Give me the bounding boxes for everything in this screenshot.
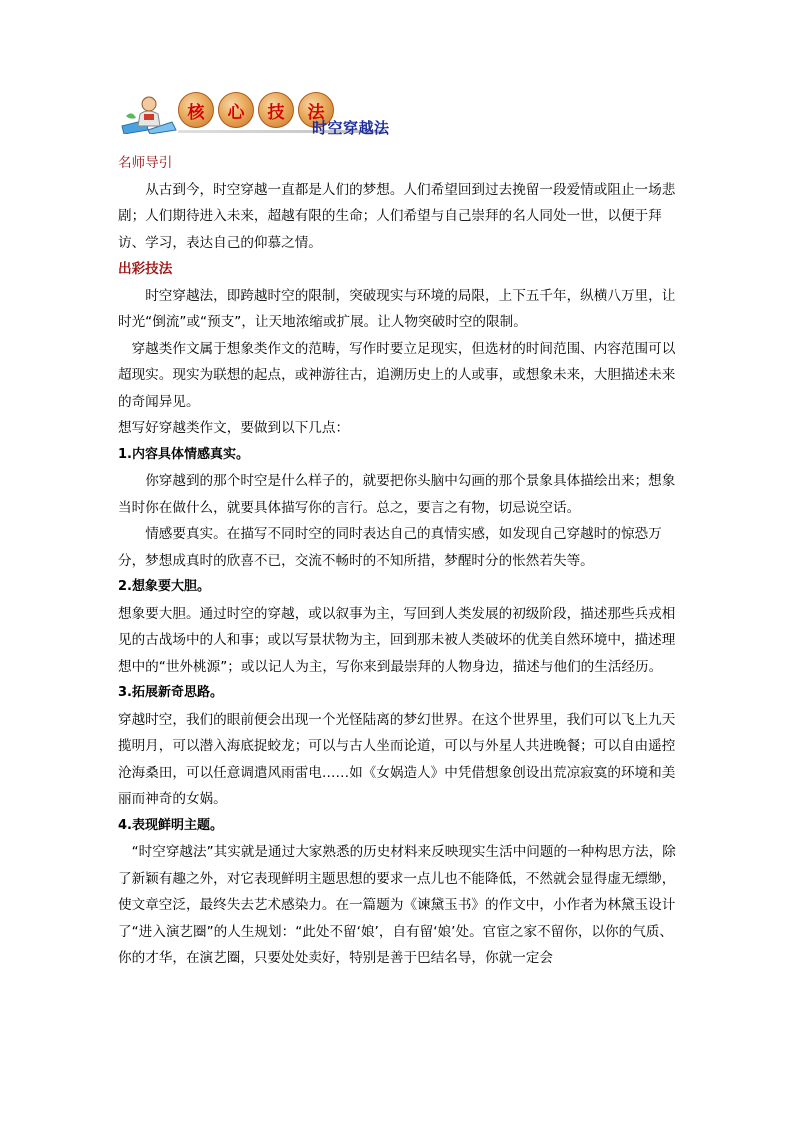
heading-1: 1.内容具体情感真实。 bbox=[118, 446, 249, 462]
technique-label: 出彩技法 bbox=[118, 261, 173, 277]
technique-paragraph-2: 穿越类作文属于想象类作文的范畴，写作时要立足现实，但选材的时间范围、内容范围可以超现实。现实为联想的起点，或神游往古，追溯历史上的人或事，或想象未来，大胆描述未来的奇闻异见。 bbox=[118, 340, 676, 410]
heading-1-paragraph-2: 情感要真实。在描写不同时空的同时表达自己的真情实感，如发现自己穿越时的惊恐万分，梦想成真时的欣喜不已，交流不畅时的不知所措，梦醒时分的怅然若失等。 bbox=[118, 526, 662, 569]
heading-3: 3.拓展新奇思路。 bbox=[118, 685, 223, 700]
heading-2-paragraph: 想象要大胆。通过时空的穿越，或以叙事为主，写回到人类发展的初级阶段，描述那些兵戎相见的古战场中的人和事；或以写景状物为主，回到那未被人类破坏的优美自然环境中，描述理想中的“世外桃源”；或以记人为主，写你来到最崇拜的人物身边，描述与他们的生活经历。 bbox=[118, 605, 676, 675]
section-banner bbox=[118, 92, 448, 136]
heading-2: 2.想象要大胆。 bbox=[118, 579, 210, 594]
intro-label: 名师导引 bbox=[118, 155, 173, 171]
heading-1-paragraph-1: 你穿越到的那个时空是什么样子的，就要把你头脑中勾画的那个景象具体描绘出来；想象当时你在做什么，就要具体描写你的言行。总之，要言之有物，切忌说空话。 bbox=[118, 473, 676, 516]
heading-3-paragraph: 穿越时空，我们的眼前便会出现一个光怪陆离的梦幻世界。在这个世界里，我们可以飞上九天揽明月，可以潜入海底捉蛟龙；可以与古人坐而论道，可以与外星人共进晚餐；可以自由遥控沧海桑田，可以任意调遣风雨雷电……如《女娲造人》中凭借想象创设出荒凉寂寞的环境和美丽而神奇的女娲。 bbox=[118, 711, 676, 807]
technique-paragraph-3: 想写好穿越类作文，要做到以下几点： bbox=[118, 420, 350, 436]
badge-char-4: 法 bbox=[298, 92, 334, 128]
badge-char-3: 技 bbox=[258, 92, 294, 128]
article-body bbox=[118, 150, 682, 972]
heading-4: 4.表现鲜明主题。 bbox=[118, 817, 223, 833]
page-title: 时空穿越法 bbox=[312, 119, 390, 137]
badge-char-2: 心 bbox=[218, 92, 254, 128]
intro-paragraph: 从古到今，时空穿越一直都是人们的梦想。人们希望回到过去挽留一段爱情或阻止一场悲剧；人们期待进入未来，超越有限的生命；人们希望与自己崇拜的名人同处一世，以便于拜访、学习，表达自己的仰慕之情。 bbox=[118, 181, 676, 251]
reading-person-icon bbox=[118, 92, 180, 134]
technique-paragraph-1: 时空穿越法，即跨越时空的限制，突破现实与环境的局限，上下五千年，纵横八万里，让时光“倒流”或“预支”，让天地浓缩或扩展。让人物突破时空的限制。 bbox=[118, 287, 676, 330]
heading-4-paragraph: “时空穿越法”其实就是通过大家熟悉的历史材料来反映现实生活中问题的一种构思方法，除了新颖有趣之外，对它表现鲜明主题思想的要求一点儿也不能降低，不然就会显得虚无缥缈，使文章空泛，最终失去艺术感染力。在一篇题为《谏黛玉书》的作文中，小作者为林黛玉设计了“进入演艺圈”的人生规划：“此处不留‘娘’，自有留‘娘’处。官宦之家不留你，以你的气质、你的才华，在演艺圈，只要处处卖好，特别是善于巴结名导，你就一定会 bbox=[118, 844, 676, 966]
badge-char-1: 核 bbox=[178, 92, 214, 128]
